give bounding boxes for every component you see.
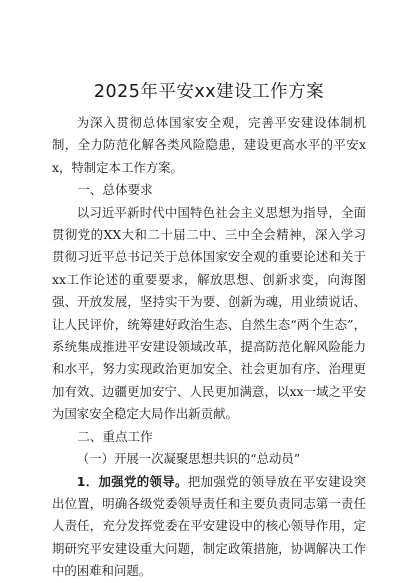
subsection-heading-mobilization: （一）开展一次凝聚思想共识的“总动员” [76, 451, 301, 467]
document-title: 2025年平安xx建设工作方案 [93, 82, 325, 102]
section-heading-general: 一、总体要求 [77, 182, 153, 198]
intro-paragraph: 为深入贯彻总体国家安全观，完善平安建设体制机制，全力防范化解各类风险隐患，建设更高水平的平安xx，特制定本工作方案。 [52, 115, 366, 175]
item-label: 1．加强党的领导。 [76, 473, 188, 489]
section-heading-key-work: 二、重点工作 [77, 428, 153, 444]
item-party-leadership [52, 471, 366, 583]
item-body: 把加强党的领导放在平安建设突出位置，明确各级党委领导责任和主要负责同志第一责任人责任，充分发挥党委在平安建设中的核心领导作用，定期研究平安建设重大问题，制定政策措施，协调解决工作中的困难和问题。 [52, 473, 366, 579]
general-requirements-paragraph: 以习近平新时代中国特色社会主义思想为指导，全面贯彻党的XX大和二十届二中、三中全会精神，深入学习贯彻习近平总书记关于总体国家安全观的重要论述和关于xx工作论述的重要要求，解放思想、创新求变，向海图强、开放发展，坚持实干为要、创新为魂，用业绩说话、让人民评价，统筹建好政治生态、自然生态“两个生态”，系统集成推进平安建设领域改革，提高防范化解风险能力和水平，努力实现政治更加安全、社会更加有序、治理更加有效、边疆更加安宁、人民更加满意，以xx一域之平安为国家安全稳定大局作出新贡献。 [52, 204, 366, 422]
